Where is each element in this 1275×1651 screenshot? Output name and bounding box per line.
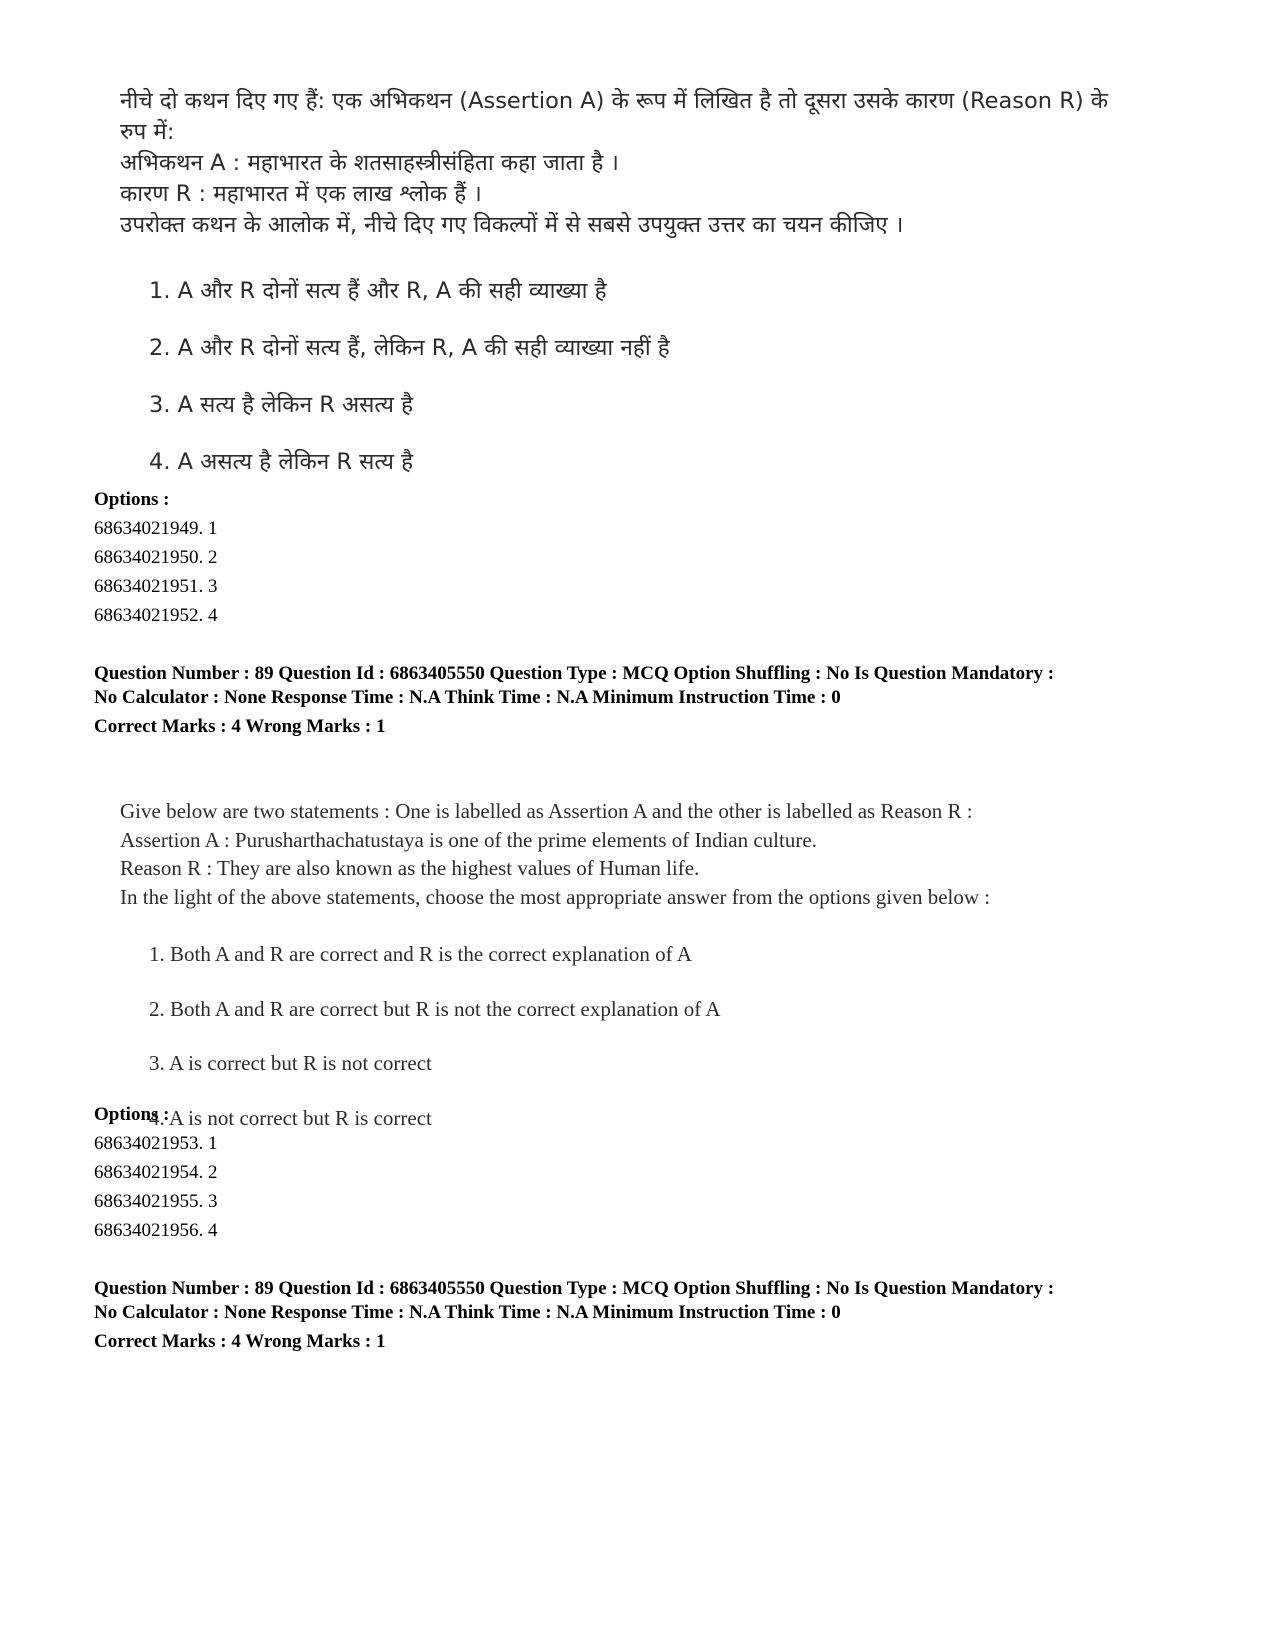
hindi-instruction: उपरोक्त कथन के आलोक में, नीचे दिए गए विकल्पों में से सबसे उपयुक्त उत्तर का चयन कीजिए । bbox=[120, 212, 904, 238]
question-meta-1 bbox=[94, 662, 1234, 739]
meta-line2: No Calculator : None Response Time : N.A Think Time : N.A Minimum Instruction Time : 0 bbox=[94, 687, 841, 708]
english-choice-2: 2. Both A and R are correct but R is not the correct explanation of A bbox=[149, 996, 721, 1021]
option-item: 68634021949. 1 bbox=[94, 518, 218, 539]
option-item: 68634021953. 1 bbox=[94, 1133, 218, 1154]
hindi-assertion: अभिकथन A : महाभारत के शतसाहस्त्रीसंहिता कहा जाता है । bbox=[120, 150, 619, 176]
option-item: 68634021956. 4 bbox=[94, 1220, 218, 1241]
english-choice-1: 1. Both A and R are correct and R is the correct explanation of A bbox=[149, 942, 692, 966]
options-label: Options : bbox=[94, 1104, 170, 1125]
hindi-intro-line1: नीचे दो कथन दिए गए हैं: एक अभिकथन (Assertion A) के रूप में लिखित है तो दूसरा उसके कारण (Reason R) के bbox=[120, 88, 1109, 114]
option-item: 68634021952. 4 bbox=[94, 605, 218, 626]
options-list-1 bbox=[94, 485, 218, 630]
english-intro: Give below are two statements : One is labelled as Assertion A and the other is labelled as Reason R : bbox=[120, 799, 973, 823]
hindi-choice-1: 1. A और R दोनों सत्य हैं और R, A की सही व्याख्या है bbox=[149, 278, 607, 304]
hindi-question bbox=[120, 86, 1210, 491]
option-item: 68634021950. 2 bbox=[94, 547, 218, 568]
english-reason: Reason R : They are also known as the highest values of Human life. bbox=[120, 856, 700, 880]
hindi-choice-4: 4. A असत्य है लेकिन R सत्य है bbox=[149, 449, 414, 475]
options-list-2 bbox=[94, 1100, 218, 1245]
english-instruction: In the light of the above statements, choose the most appropriate answer from the options given below : bbox=[120, 884, 991, 909]
option-item: 68634021951. 3 bbox=[94, 576, 218, 597]
hindi-choice-3: 3. A सत्य है लेकिन R असत्य है bbox=[149, 392, 414, 418]
english-question bbox=[120, 797, 1210, 1145]
meta-marks: Correct Marks : 4 Wrong Marks : 1 bbox=[94, 716, 386, 737]
option-item: 68634021954. 2 bbox=[94, 1162, 218, 1183]
meta-marks: Correct Marks : 4 Wrong Marks : 1 bbox=[94, 1331, 386, 1352]
hindi-intro-line2: रुप में: bbox=[120, 119, 175, 145]
english-choice-4: 4. A is not correct but R is correct bbox=[149, 1105, 432, 1130]
meta-line1: Question Number : 89 Question Id : 6863405550 Question Type : MCQ Option Shuffling : No Is Question Mandatory : bbox=[94, 663, 1055, 684]
question-meta-2 bbox=[94, 1277, 1234, 1354]
english-choice-3: 3. A is correct but R is not correct bbox=[149, 1051, 432, 1075]
meta-line2: No Calculator : None Response Time : N.A Think Time : N.A Minimum Instruction Time : 0 bbox=[94, 1302, 841, 1323]
hindi-choices bbox=[120, 263, 1210, 491]
options-label: Options : bbox=[94, 489, 170, 510]
english-assertion: Assertion A : Purusharthachatustaya is one of the prime elements of Indian culture. bbox=[120, 827, 817, 852]
hindi-reason: कारण R : महाभारत में एक लाख श्लोक हैं । bbox=[120, 181, 482, 207]
meta-line1: Question Number : 89 Question Id : 6863405550 Question Type : MCQ Option Shuffling : No Is Question Mandatory : bbox=[94, 1278, 1055, 1299]
hindi-choice-2: 2. A और R दोनों सत्य हैं, लेकिन R, A की सही व्याख्या नहीं है bbox=[149, 335, 670, 361]
english-choices bbox=[120, 927, 1210, 1145]
option-item: 68634021955. 3 bbox=[94, 1191, 218, 1212]
